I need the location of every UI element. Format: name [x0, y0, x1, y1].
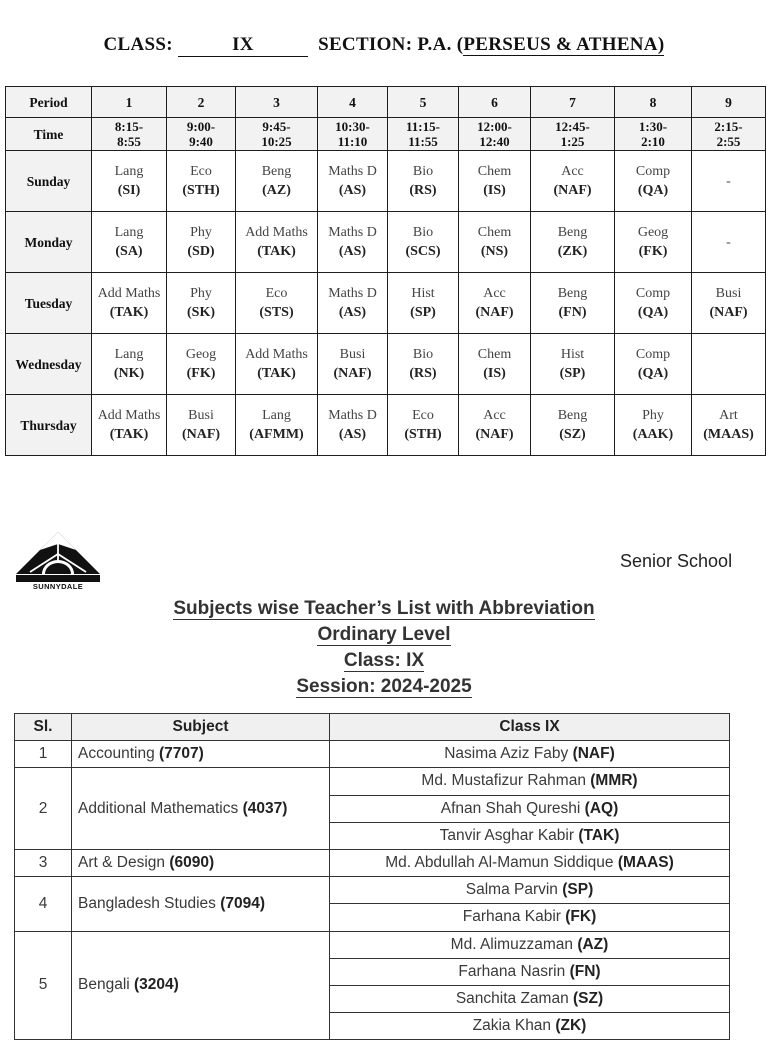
- schedule-cell: [692, 212, 766, 273]
- subject-name: Lang: [114, 225, 144, 240]
- teacher-cell: [330, 958, 730, 985]
- class-routine-table: [5, 86, 766, 456]
- teacher-abbr: (SZ): [559, 427, 586, 442]
- period-number: 9: [692, 87, 766, 118]
- subject-cell: [72, 849, 330, 876]
- schedule-cell: [459, 212, 531, 273]
- time-start: 9:45-: [262, 119, 291, 134]
- schedule-cell: [692, 273, 766, 334]
- subject-name: Phy: [190, 286, 212, 301]
- subject-name: Chem: [477, 347, 512, 362]
- teacher-abbr: (NAF): [333, 366, 372, 381]
- class-label: CLASS:: [103, 34, 173, 55]
- header-class: Class IX: [330, 714, 730, 741]
- schedule-cell: [92, 395, 167, 456]
- schedule-cell: [615, 273, 692, 334]
- subject-name: Eco: [412, 408, 434, 423]
- subject-name: Bangladesh Studies: [78, 894, 221, 912]
- session-title: Session: 2024-2025: [296, 676, 472, 697]
- teacher-name: Nasima Aziz Faby: [444, 745, 573, 763]
- subject-name: Busi: [339, 347, 366, 362]
- period-number: 2: [167, 87, 236, 118]
- schedule-cell: [236, 334, 318, 395]
- schedule-cell: [388, 395, 459, 456]
- teacher-abbr: (TAK): [109, 305, 149, 320]
- time-end: 12:40: [479, 134, 510, 149]
- teacher-abbreviation: (TAK): [578, 826, 620, 844]
- period-time: [167, 118, 236, 151]
- subject-name: Comp: [635, 164, 671, 179]
- period-number: 3: [236, 87, 318, 118]
- serial-number: 5: [15, 931, 72, 1040]
- schedule-cell: [459, 273, 531, 334]
- schedule-cell: [318, 334, 388, 395]
- time-end: 10:25: [261, 134, 292, 149]
- teacher-abbreviation: (MMR): [590, 772, 638, 790]
- teacher-abbr: (NS): [480, 244, 509, 259]
- section-value: PERSEUS & ATHENA): [463, 34, 665, 55]
- teacher-abbr: (SI): [117, 183, 141, 198]
- teacher-abbr: (NAF): [181, 427, 221, 442]
- schedule-cell: [167, 151, 236, 212]
- teacher-abbr: (TAK): [257, 244, 296, 259]
- subject-code: (7707): [159, 745, 204, 763]
- subject-name: Additional Mathematics: [78, 799, 243, 817]
- teacher-abbr: (ZK): [557, 244, 588, 259]
- teacher-abbreviation: (FN): [569, 962, 601, 980]
- period-time: [318, 118, 388, 151]
- routine-body: [6, 87, 766, 456]
- teacher-abbr: (IS): [483, 366, 506, 381]
- day-row-thursday: [6, 395, 766, 456]
- teacher-body: [15, 741, 730, 1040]
- teacher-abbr: (QA): [637, 183, 669, 198]
- period-number: 8: [615, 87, 692, 118]
- teacher-abbr: (NAF): [475, 305, 514, 320]
- time-row: [6, 118, 766, 151]
- teacher-abbr: (STS): [259, 305, 294, 320]
- schedule-cell: [92, 151, 167, 212]
- subject-name: Lang: [114, 347, 144, 362]
- table-row: [15, 931, 730, 958]
- subject-name: Busi: [715, 286, 742, 301]
- subject-name: Comp: [635, 286, 671, 301]
- subject-name: Phy: [190, 225, 212, 240]
- schedule-cell: [615, 395, 692, 456]
- subject-name: Maths D: [328, 286, 377, 301]
- teacher-abbr: (AS): [338, 183, 367, 198]
- subject-name: Beng: [261, 164, 292, 179]
- serial-number: 2: [15, 768, 72, 850]
- time-start: 10:30-: [335, 119, 370, 134]
- schedule-cell: [167, 273, 236, 334]
- day-row-tuesday: [6, 273, 766, 334]
- teacher-abbr: (RS): [409, 183, 437, 198]
- schedule-cell: [236, 395, 318, 456]
- schedule-cell: [692, 151, 766, 212]
- subject-cell: [72, 877, 330, 931]
- subject-name: Eco: [265, 286, 288, 301]
- subject-code: (3204): [134, 976, 179, 994]
- period-number: 1: [92, 87, 167, 118]
- schedule-cell: [692, 334, 766, 395]
- period-number: 5: [388, 87, 459, 118]
- table-row: [15, 768, 730, 795]
- teacher-name: Farhana Kabir: [462, 908, 566, 926]
- teacher-abbr: (AAK): [632, 427, 674, 442]
- schedule-cell: [615, 151, 692, 212]
- schedule-cell: [459, 395, 531, 456]
- teacher-abbr: (SK): [187, 305, 215, 320]
- teacher-abbr: (NK): [113, 366, 145, 381]
- period-time: [692, 118, 766, 151]
- schedule-cell: [318, 151, 388, 212]
- teacher-abbr: (SA): [115, 244, 143, 259]
- teacher-abbreviation: (AZ): [577, 935, 609, 953]
- school-division: Senior School: [620, 551, 733, 571]
- teacher-abbr: (MAAS): [703, 427, 754, 442]
- schedule-cell: [459, 334, 531, 395]
- time-start: 8:15-: [114, 119, 144, 134]
- subject-name: Beng: [557, 286, 588, 301]
- subject-name: Beng: [557, 225, 588, 240]
- teacher-abbr: (SP): [559, 366, 586, 381]
- day-name: Monday: [6, 212, 92, 273]
- time-end: 1:25: [560, 134, 585, 149]
- teacher-abbr: (IS): [483, 183, 506, 198]
- time-start: 11:15-: [406, 119, 440, 134]
- teacher-abbreviation: (ZK): [555, 1017, 587, 1035]
- teacher-name: Md. Abdullah Al-Mamun Siddique: [385, 854, 618, 872]
- teacher-name: Farhana Nasrin: [458, 962, 570, 980]
- schedule-cell: [531, 151, 615, 212]
- subject-name: Busi: [188, 408, 214, 423]
- schedule-cell: [388, 334, 459, 395]
- teacher-abbr: (FK): [638, 244, 668, 259]
- table-row: [15, 741, 730, 768]
- subject-cell: [72, 768, 330, 850]
- schedule-cell: [531, 212, 615, 273]
- teacher-abbr: (AS): [338, 244, 367, 259]
- subject-name: Acc: [483, 286, 506, 301]
- subject-cell: [72, 741, 330, 768]
- teacher-abbr: (FN): [558, 305, 587, 320]
- teacher-abbr: (STH): [404, 427, 442, 442]
- day-name: Thursday: [6, 395, 92, 456]
- teacher-name: Salma Parvin: [465, 881, 563, 899]
- subject-name: Beng: [557, 408, 588, 423]
- serial-number: 3: [15, 849, 72, 876]
- schedule-cell: [318, 273, 388, 334]
- schedule-cell: [615, 212, 692, 273]
- subject-name: Add Maths: [97, 286, 161, 301]
- time-end: 11:10: [337, 134, 368, 149]
- subject-name: Add Maths: [245, 347, 308, 362]
- teacher-name: Md. Alimuzzaman: [450, 935, 578, 953]
- table-row: [15, 849, 730, 876]
- time-start: 2:15-: [714, 119, 743, 134]
- table-row: [15, 877, 730, 904]
- teacher-cell: [330, 768, 730, 795]
- schedule-cell: [167, 395, 236, 456]
- subject-name: Phy: [642, 408, 664, 423]
- schedule-cell: [236, 212, 318, 273]
- subject-name: Bio: [412, 225, 434, 240]
- schedule-cell: [236, 151, 318, 212]
- period-label: Period: [6, 87, 92, 118]
- teacher-name: Sanchita Zaman: [455, 989, 574, 1007]
- period-time: [388, 118, 459, 151]
- schedule-cell: [167, 334, 236, 395]
- subject-name: Art & Design: [78, 854, 170, 872]
- teacher-abbreviation: (AQ): [584, 799, 619, 817]
- subject-name: Geog: [637, 225, 669, 240]
- day-name: Sunday: [6, 151, 92, 212]
- schedule-cell: [692, 395, 766, 456]
- class-title: Class: IX: [343, 650, 425, 671]
- class-section-header: [0, 34, 768, 57]
- schedule-cell: [167, 212, 236, 273]
- teacher-name: Afnan Shah Qureshi: [440, 799, 585, 817]
- time-start: 9:00-: [186, 119, 216, 134]
- subject-cell: [72, 931, 330, 1040]
- subject-name: Geog: [185, 347, 217, 362]
- schedule-cell: [236, 273, 318, 334]
- teacher-name: Zakia Khan: [472, 1017, 556, 1035]
- day-row-sunday: [6, 151, 766, 212]
- teacher-cell: [330, 822, 730, 849]
- period-number: 6: [459, 87, 531, 118]
- schedule-cell: [388, 212, 459, 273]
- serial-number: 4: [15, 877, 72, 931]
- teacher-name: Md. Mustafizur Rahman: [421, 772, 591, 790]
- period-number: 7: [531, 87, 615, 118]
- subject-name: Maths D: [328, 408, 377, 423]
- teacher-abbr: (NAF): [709, 305, 748, 320]
- time-start: 1:30-: [638, 119, 668, 134]
- period-time: [459, 118, 531, 151]
- teacher-abbr: (STH): [182, 183, 220, 198]
- subject-name: Bio: [412, 164, 434, 179]
- schedule-cell: [388, 273, 459, 334]
- document-title: Subjects wise Teacher’s List with Abbreviation: [173, 598, 595, 619]
- teacher-abbr: (SP): [410, 305, 436, 320]
- teacher-abbr: (SD): [187, 244, 215, 259]
- day-row-monday: [6, 212, 766, 273]
- teacher-cell: [330, 931, 730, 958]
- period-number: 4: [318, 87, 388, 118]
- teacher-cell: [330, 741, 730, 768]
- schedule-cell: [615, 334, 692, 395]
- teacher-abbr: (NAF): [475, 427, 514, 442]
- schedule-cell: [531, 395, 615, 456]
- class-value: IX: [178, 34, 308, 57]
- subject-name: Lang: [114, 164, 144, 179]
- subject-name: Hist: [411, 286, 435, 301]
- schedule-cell: [388, 151, 459, 212]
- teacher-abbr: (FK): [186, 366, 216, 381]
- teacher-cell: [330, 904, 730, 931]
- teacher-cell: [330, 795, 730, 822]
- teacher-cell: [330, 1013, 730, 1040]
- subject-name: Maths D: [328, 225, 377, 240]
- serial-number: 1: [15, 741, 72, 768]
- time-start: 12:45-: [555, 119, 590, 134]
- schedule-cell: [92, 212, 167, 273]
- day-name: Wednesday: [6, 334, 92, 395]
- period-time: [531, 118, 615, 151]
- section-label: SECTION: P.A. (: [318, 34, 464, 55]
- subject-name: Acc: [561, 164, 584, 179]
- teacher-name: Tanvir Asghar Kabir: [439, 826, 579, 844]
- teacher-abbreviation: (FK): [565, 908, 597, 926]
- subject-name: Maths D: [328, 164, 377, 179]
- teacher-list-table: [14, 713, 730, 1040]
- schedule-cell: [92, 273, 167, 334]
- subject-name: Accounting: [78, 745, 159, 763]
- time-end: 11:55: [408, 134, 438, 149]
- time-end: 8:55: [117, 134, 141, 149]
- day-name: Tuesday: [6, 273, 92, 334]
- subject-name: Bengali: [78, 976, 135, 994]
- schedule-cell: [459, 151, 531, 212]
- schedule-cell: [531, 273, 615, 334]
- teacher-abbr: (QA): [637, 366, 669, 381]
- period-row: [6, 87, 766, 118]
- teacher-abbr: (AZ): [262, 183, 291, 198]
- period-time: [615, 118, 692, 151]
- teacher-abbr: (AS): [338, 305, 367, 320]
- period-time: [92, 118, 167, 151]
- teacher-abbr: (AFMM): [249, 427, 304, 442]
- subject-name: -: [726, 173, 731, 189]
- teacher-cell: [330, 877, 730, 904]
- subject-name: Art: [719, 408, 738, 423]
- schedule-cell: [92, 334, 167, 395]
- subject-name: Add Maths: [245, 225, 308, 240]
- subject-name: Chem: [477, 225, 512, 240]
- subject-name: Bio: [412, 347, 434, 362]
- day-row-wednesday: [6, 334, 766, 395]
- teacher-abbr: (QA): [637, 305, 669, 320]
- subject-name: -: [726, 234, 731, 250]
- teacher-abbr: (AS): [338, 427, 367, 442]
- subject-code: (7094): [220, 894, 265, 912]
- time-end: 2:10: [641, 134, 665, 149]
- header-sl: Sl.: [15, 714, 72, 741]
- teacher-abbr: (NAF): [553, 183, 592, 198]
- teacher-abbr: (TAK): [109, 427, 149, 442]
- time-end: 2:55: [716, 134, 741, 149]
- time-label: Time: [6, 118, 92, 151]
- teacher-abbr: (TAK): [257, 366, 296, 381]
- schedule-cell: [318, 212, 388, 273]
- teacher-abbreviation: (NAF): [572, 745, 615, 763]
- subject-code: (4037): [242, 799, 288, 817]
- period-time: [236, 118, 318, 151]
- teacher-cell: [330, 985, 730, 1012]
- teacher-table-header: [15, 714, 730, 741]
- subject-name: Hist: [560, 347, 585, 362]
- subject-name: Add Maths: [97, 408, 161, 423]
- level-title: Ordinary Level: [317, 624, 451, 645]
- time-start: 12:00-: [477, 119, 512, 134]
- subject-name: Acc: [483, 408, 506, 423]
- schedule-cell: [531, 334, 615, 395]
- time-end: 9:40: [189, 134, 213, 149]
- subject-name: Chem: [477, 164, 512, 179]
- teacher-abbr: (SCS): [405, 244, 441, 259]
- teacher-abbreviation: (SZ): [573, 989, 604, 1007]
- header-subject: Subject: [72, 714, 330, 741]
- subject-name: Comp: [635, 347, 671, 362]
- teacher-abbreviation: (SP): [562, 881, 594, 899]
- teacher-cell: [330, 849, 730, 876]
- subject-code: (6090): [169, 854, 215, 872]
- school-logo-text: SUNNYDALE: [32, 582, 84, 591]
- subject-name: Lang: [262, 408, 291, 423]
- teacher-abbr: (RS): [409, 366, 437, 381]
- schedule-cell: [318, 395, 388, 456]
- subject-name: Eco: [190, 164, 212, 179]
- teacher-abbreviation: (MAAS): [617, 854, 674, 872]
